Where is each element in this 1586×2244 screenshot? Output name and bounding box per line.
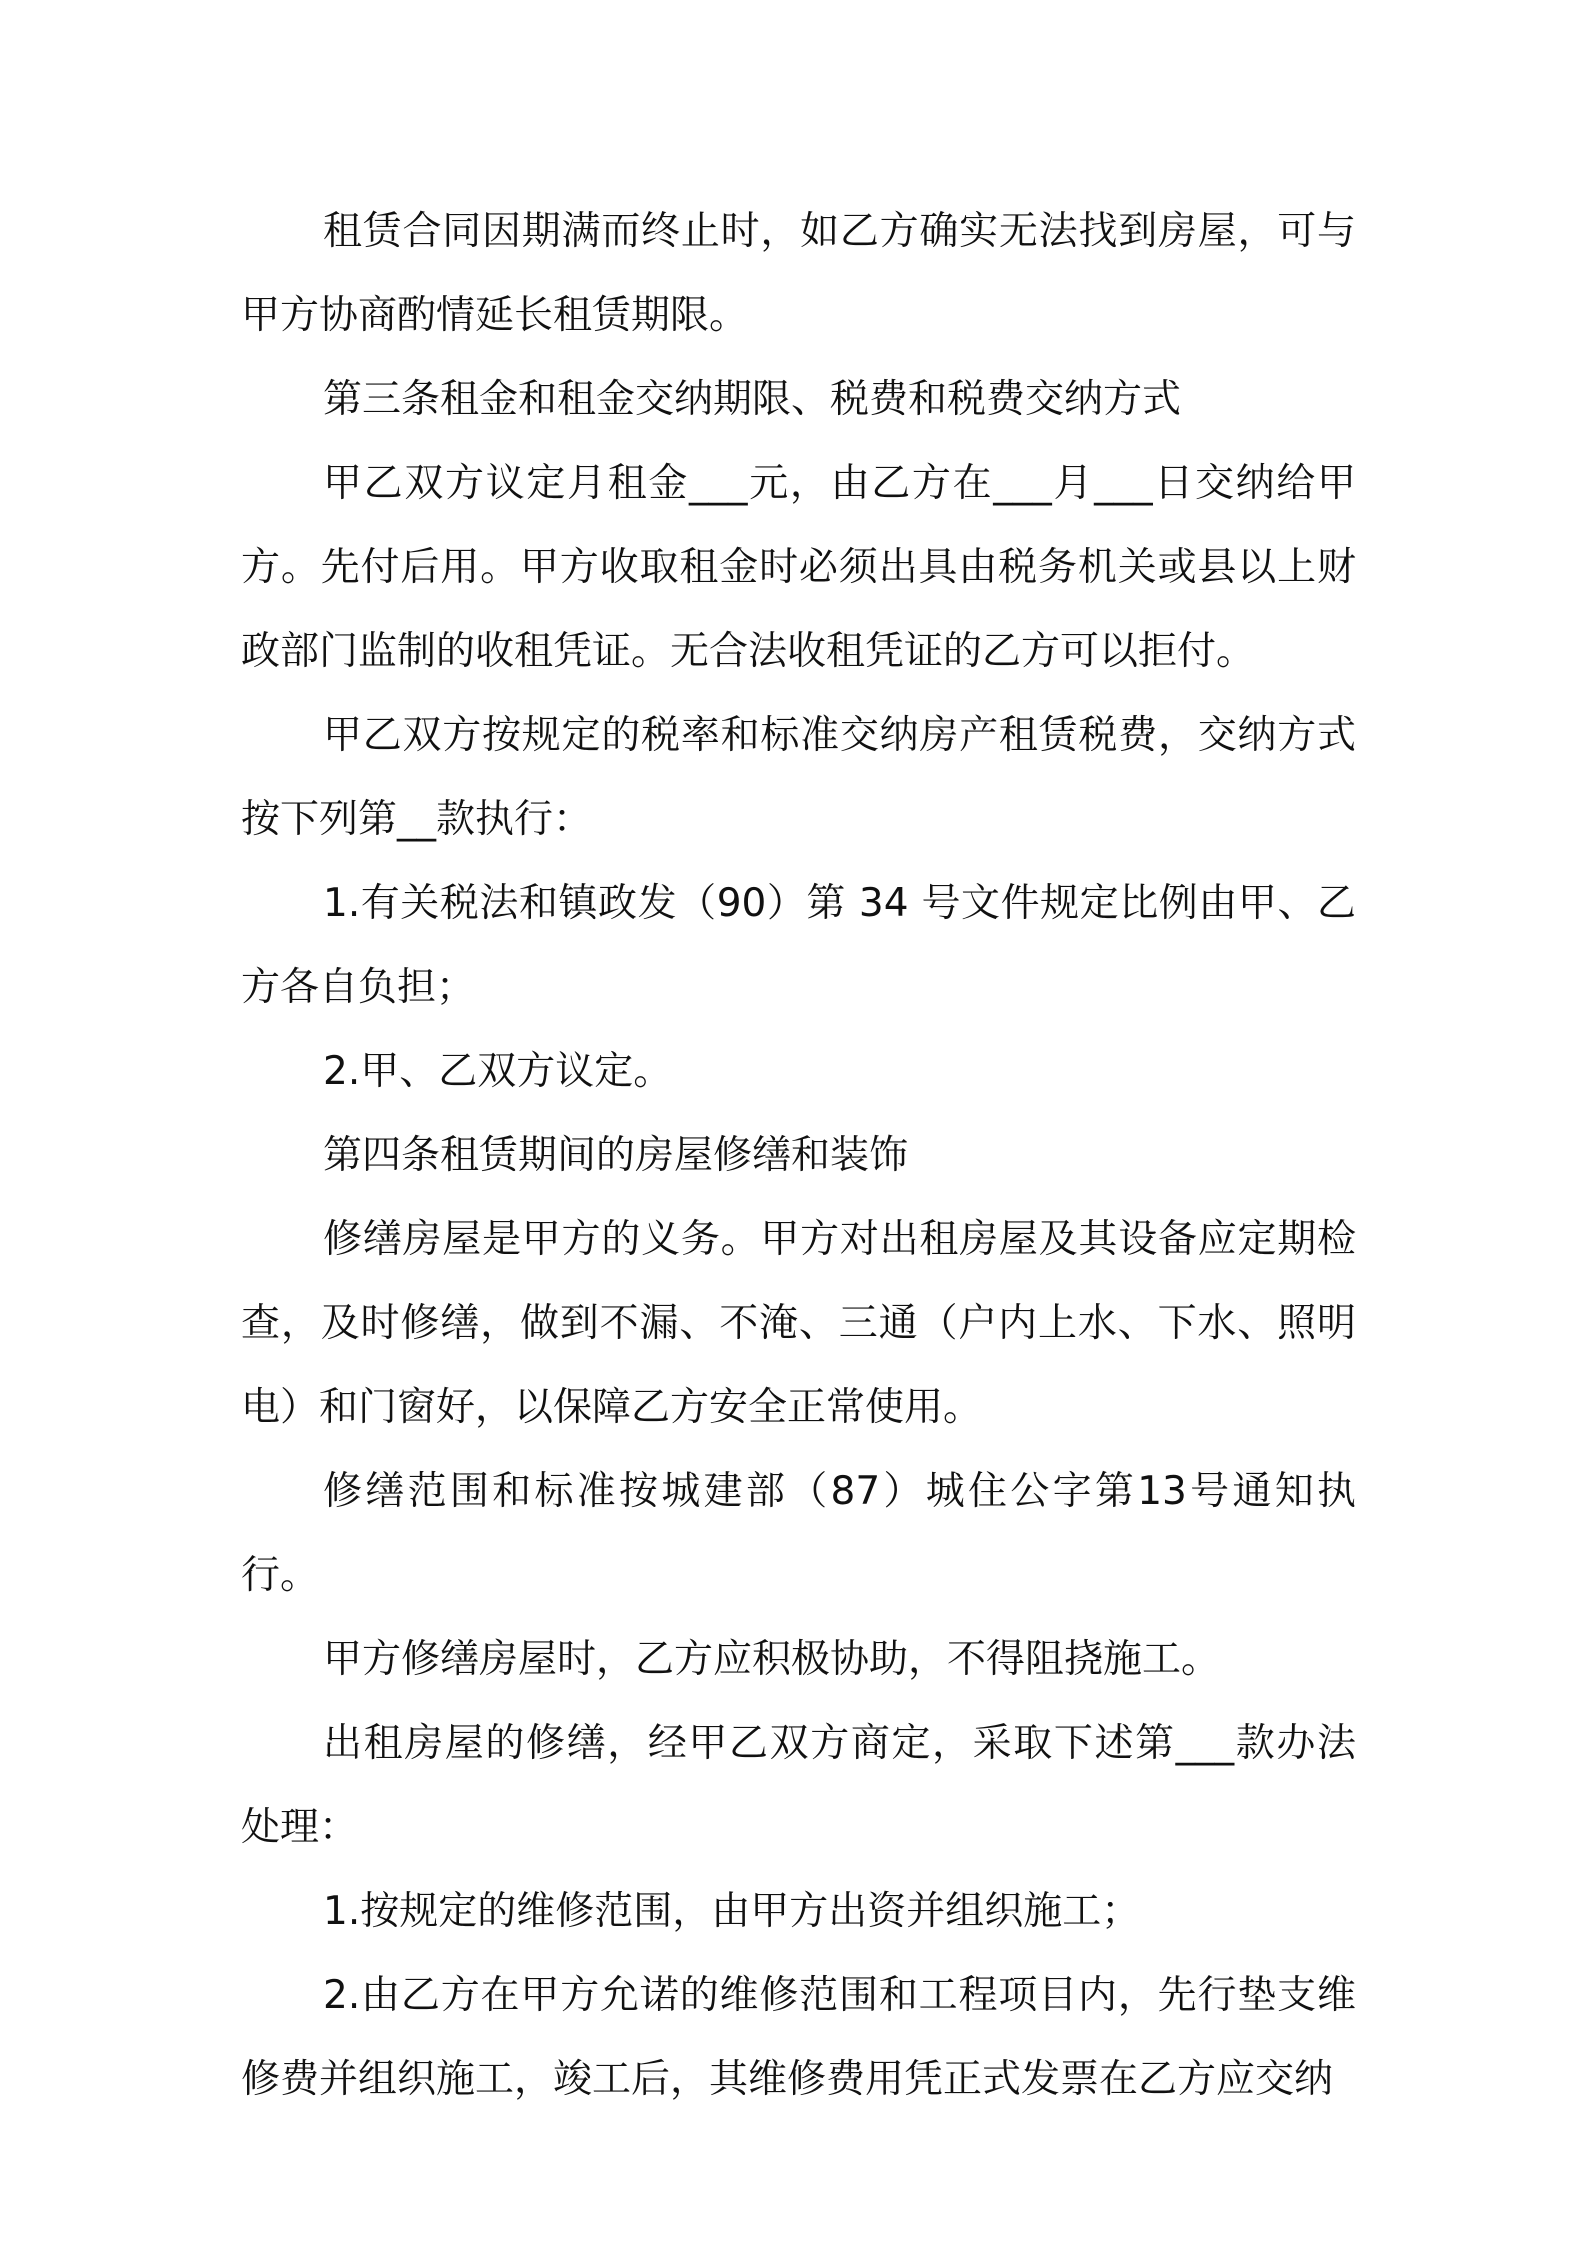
- heading-article-3: 第三条租金和租金交纳期限、税费和税费交纳方式: [323, 377, 1182, 422]
- paragraph-repair-option-1: 1.按规定的维修范围，由甲方出资并组织施工；: [323, 1889, 1141, 1934]
- paragraph-monthly-rent: 甲乙双方议定月租金___元，由乙方在___月___日交纳给甲方。先付后用。甲方收取租金时必须出具由税务机关或县以上财政部门监制的收租凭证。无合法收租凭证的乙方可以拒付。: [241, 461, 1356, 674]
- paragraph-tax-payment: 甲乙双方按规定的税率和标准交纳房产租赁税费，交纳方式按下列第__款执行：: [241, 713, 1356, 842]
- document-body: [241, 190, 1356, 2122]
- paragraph-repair-option-2: 2.由乙方在甲方允诺的维修范围和工程项目内，先行垫支维修费并组织施工，竣工后，其维修费用凭正式发票在乙方应交纳: [241, 1973, 1356, 2102]
- heading-article-4: 第四条租赁期间的房屋修缮和装饰: [323, 1133, 909, 1178]
- paragraph-tenant-assist: 甲方修缮房屋时，乙方应积极协助，不得阻挠施工。: [323, 1637, 1221, 1682]
- paragraph-repair-scope: 修缮范围和标准按城建部（87）城住公字第13号通知执行。: [241, 1469, 1356, 1598]
- paragraph-tax-option-2: 2.甲、乙双方议定。: [323, 1049, 673, 1094]
- paragraph-lease-extension: 租赁合同因期满而终止时，如乙方确实无法找到房屋，可与甲方协商酌情延长租赁期限。: [241, 209, 1356, 338]
- paragraph-repair-method: 出租房屋的修缮，经甲乙双方商定，采取下述第___款办法处理：: [241, 1721, 1356, 1850]
- paragraph-tax-option-1: 1.有关税法和镇政发（90）第 34 号文件规定比例由甲、乙方各自负担；: [241, 881, 1356, 1010]
- paragraph-repair-duty: 修缮房屋是甲方的义务。甲方对出租房屋及其设备应定期检查，及时修缮，做到不漏、不淹、三通（户内上水、下水、照明电）和门窗好，以保障乙方安全正常使用。: [241, 1217, 1356, 1430]
